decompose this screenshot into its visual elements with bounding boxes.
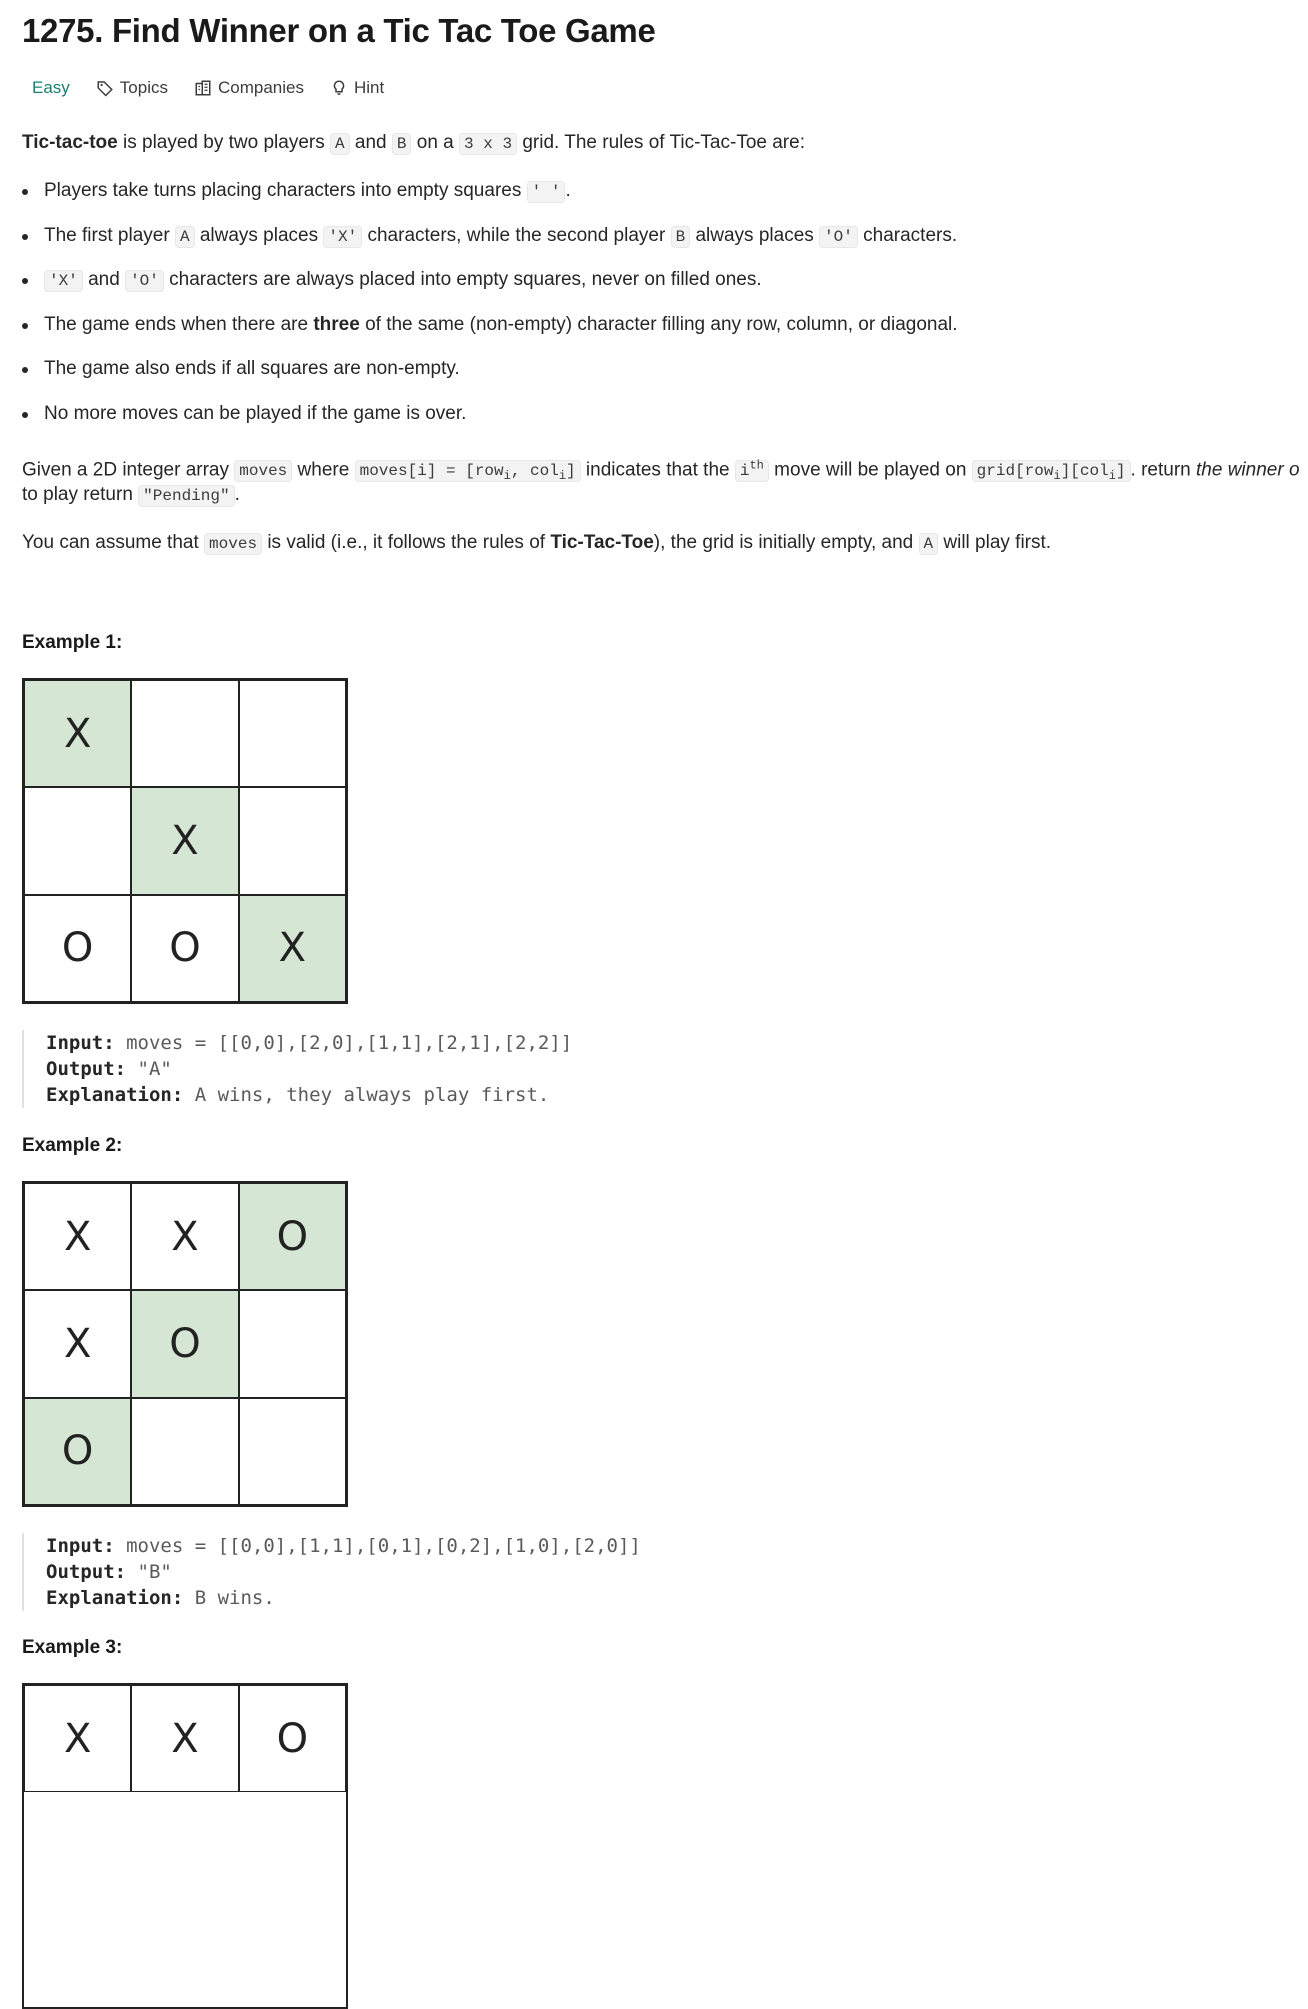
example-2-io: Input: moves = [[0,0],[1,1],[0,1],[0,2],[1,0],[2,0]] Output: "B" Explanation: B wins.	[22, 1533, 641, 1611]
given-paragraph-line2: to play return "Pending" .	[22, 484, 240, 505]
hint-label: Hint	[353, 78, 385, 97]
board-cell	[131, 680, 238, 787]
tag-bar	[22, 78, 410, 98]
example-3-board	[22, 1683, 348, 2009]
building-icon	[194, 79, 212, 97]
topics-tag[interactable]	[96, 78, 168, 98]
board-cell	[24, 787, 131, 894]
list-item: 'X' and 'O' characters are always placed into empty squares, never on filled ones.	[22, 265, 958, 310]
example-3-title: Example 3:	[22, 1637, 123, 1658]
board-cell: X	[24, 1183, 131, 1290]
board-cell	[239, 1398, 346, 1505]
given-paragraph-line1: Given a 2D integer array moves where moves[i] = [row$_i$, col$_i$] indicates that the $i^{th}$ move will be played on grid[row$_i$][col$_i$] . return the winner o	[22, 459, 1300, 484]
list-item: The first player A always places 'X' characters, while the second player B always places 'O' characters.	[22, 221, 958, 266]
topics-label: Topics	[119, 78, 168, 97]
assume-paragraph: You can assume that moves is valid (i.e., it follows the rules of Tic-Tac-Toe), the grid is initially empty, and A will play first.	[22, 532, 1052, 553]
companies-tag[interactable]	[194, 78, 304, 98]
board-cell: O	[24, 895, 131, 1002]
example-2-board	[22, 1181, 348, 1507]
intro-text: is played by two players	[117, 132, 330, 153]
example-2-title: Example 2:	[22, 1135, 123, 1156]
board-cell: X	[131, 1183, 238, 1290]
board-cell: X	[131, 787, 238, 894]
companies-label: Companies	[217, 78, 304, 97]
board-cell: O	[24, 1398, 131, 1505]
intro-text: and	[349, 132, 392, 153]
lightbulb-icon	[330, 79, 348, 97]
rules-list	[22, 176, 958, 443]
board-cell	[239, 1290, 346, 1397]
example-1-io: Input: moves = [[0,0],[2,0],[1,1],[2,1],[2,2]] Output: "A" Explanation: A wins, they always play first.	[22, 1030, 572, 1108]
board-cell	[239, 680, 346, 787]
code-a: A	[330, 133, 350, 155]
list-item: The game ends when there are three of the same (non-empty) character filling any row, column, or diagonal.	[22, 310, 958, 355]
board-cell: X	[24, 1685, 131, 1792]
code-grid: 3 x 3	[459, 133, 517, 155]
board-cell	[131, 1398, 238, 1505]
board-cell: O	[239, 1685, 346, 1792]
list-item: The game also ends if all squares are non-empty.	[22, 354, 958, 399]
board-cell	[239, 787, 346, 894]
code-b: B	[392, 133, 412, 155]
list-item: Players take turns placing characters into empty squares ' ' .	[22, 176, 958, 221]
board-cell: X	[131, 1685, 238, 1792]
board-cell: O	[239, 1183, 346, 1290]
tag-icon	[96, 79, 114, 97]
page-title: 1275. Find Winner on a Tic Tac Toe Game	[22, 12, 656, 49]
board-cell: O	[131, 1290, 238, 1397]
board-cell: X	[239, 895, 346, 1002]
board-cell: X	[24, 1290, 131, 1397]
example-1-board	[22, 678, 348, 1004]
intro-text: on a	[411, 132, 460, 153]
intro-paragraph	[22, 128, 805, 159]
board-cell: O	[131, 895, 238, 1002]
hint-tag[interactable]	[330, 78, 384, 98]
intro-bold: Tic-tac-toe	[22, 132, 118, 153]
difficulty-badge[interactable]: Easy	[32, 78, 70, 97]
list-item: No more moves can be played if the game is over.	[22, 399, 958, 444]
board-cell: X	[24, 680, 131, 787]
example-1-title: Example 1:	[22, 632, 123, 653]
intro-text: grid. The rules of Tic-Tac-Toe are:	[517, 132, 805, 153]
